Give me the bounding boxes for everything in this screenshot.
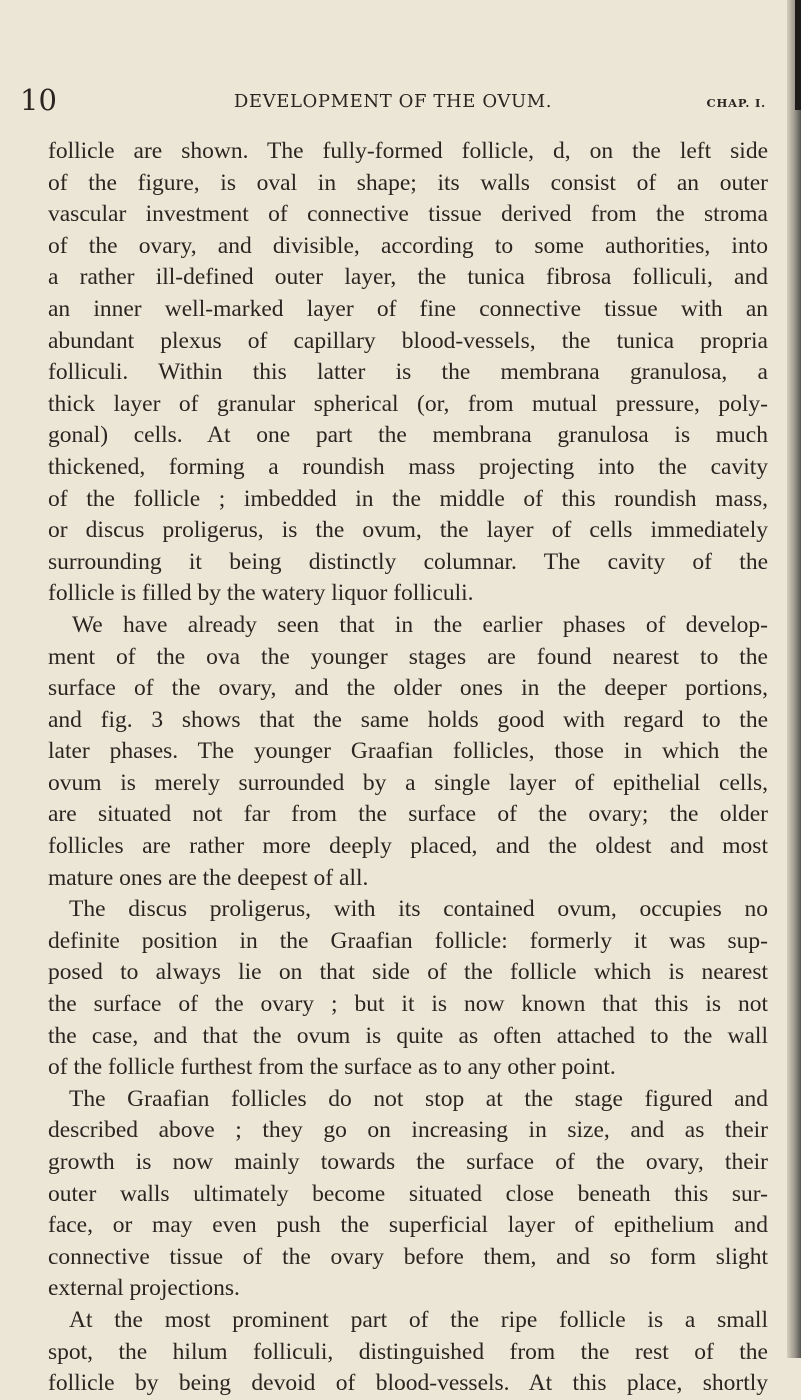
text-line: spot, the hilum folliculi, distinguished from the rest of the [48, 1338, 768, 1365]
text-line: thickened, forming a roundish mass projecting into the cavity [48, 453, 768, 480]
page-number: 10 [20, 83, 57, 117]
text-line: ment of the ova the younger stages are found nearest to the [48, 643, 768, 670]
text-line: At the most prominent part of the ripe follicle is a small [69, 1306, 768, 1333]
text-line: connective tissue of the ovary before them, and so form slight [48, 1243, 768, 1270]
text-line: later phases. The younger Graafian follicles, those in which the [48, 738, 768, 765]
text-line: abundant plexus of capillary blood-vessels, the tunica propria [48, 327, 768, 354]
text-line: follicles are rather more deeply placed, and the oldest and most [48, 833, 768, 860]
text-line: a rather ill-defined outer layer, the tunica fibrosa folliculi, and [48, 264, 768, 291]
text-line: described above ; they go on increasing in size, and as their [48, 1117, 768, 1144]
text-line: of the follicle ; imbedded in the middle of this roundish mass, [48, 485, 768, 512]
text-line: outer walls ultimately become situated close beneath this sur- [48, 1180, 768, 1207]
text-line: folliculi. Within this latter is the membrana granulosa, a [48, 359, 768, 386]
text-line: gonal) cells. At one part the membrana granulosa is much [48, 422, 768, 449]
text-line: the surface of the ovary ; but it is now known that this is not [48, 991, 768, 1018]
body-text [48, 136, 768, 1400]
text-line: posed to always lie on that side of the follicle which is nearest [48, 959, 768, 986]
running-title: DEVELOPMENT OF THE OVUM. [233, 91, 553, 112]
text-line: of the ovary, and divisible, according to some authorities, into [48, 232, 768, 259]
text-line: growth is now mainly towards the surface of the ovary, their [48, 1149, 768, 1175]
text-line: follicle by being devoid of blood-vessels. At this place, shortly [48, 1370, 768, 1397]
page-header [20, 82, 766, 122]
text-line: face, or may even push the superficial layer of epithelium and [48, 1212, 768, 1239]
text-line: of the follicle furthest from the surface as to any other point. [48, 1054, 616, 1081]
text-line: and fig. 3 shows that the same holds good with regard to the [48, 706, 768, 733]
text-line: an inner well-marked layer of fine connective tissue with an [48, 295, 768, 322]
text-line: thick layer of granular spherical (or, from mutual pressure, poly- [48, 390, 768, 417]
text-line: surface of the ovary, and the older ones in the deeper portions, [48, 675, 768, 702]
text-line: The Graafian follicles do not stop at the stage figured and [69, 1085, 768, 1112]
chapter-label: CHAP. I. [706, 96, 766, 110]
text-line: external projections. [48, 1275, 240, 1302]
text-line: follicle are shown. The fully-formed follicle, d, on the left side [48, 138, 768, 164]
text-line: are situated not far from the surface of the ovary; the older [48, 801, 768, 828]
text-line: mature ones are the deepest of all. [48, 864, 369, 891]
text-line: ovum is merely surrounded by a single layer of epithelial cells, [48, 769, 768, 796]
text-line: or discus proligerus, is the ovum, the layer of cells immediately [48, 517, 768, 544]
text-line: of the figure, is oval in shape; its walls consist of an outer [48, 169, 768, 196]
text-line: follicle is filled by the watery liquor folliculi. [48, 580, 474, 607]
text-line: the case, and that the ovum is quite as often attached to the wall [48, 1022, 768, 1049]
text-line: The discus proligerus, with its contained ovum, occupies no [69, 896, 768, 923]
page-edge-dark-corner [795, 0, 801, 110]
text-line: vascular investment of connective tissue derived from the stroma [48, 201, 768, 228]
text-line: We have already seen that in the earlier phases of develop- [72, 611, 768, 638]
page-edge-shadow [787, 0, 801, 1358]
text-line: definite position in the Graafian follicle: formerly it was sup- [48, 927, 768, 954]
text-line: surrounding it being distinctly columnar. The cavity of the [48, 548, 768, 575]
